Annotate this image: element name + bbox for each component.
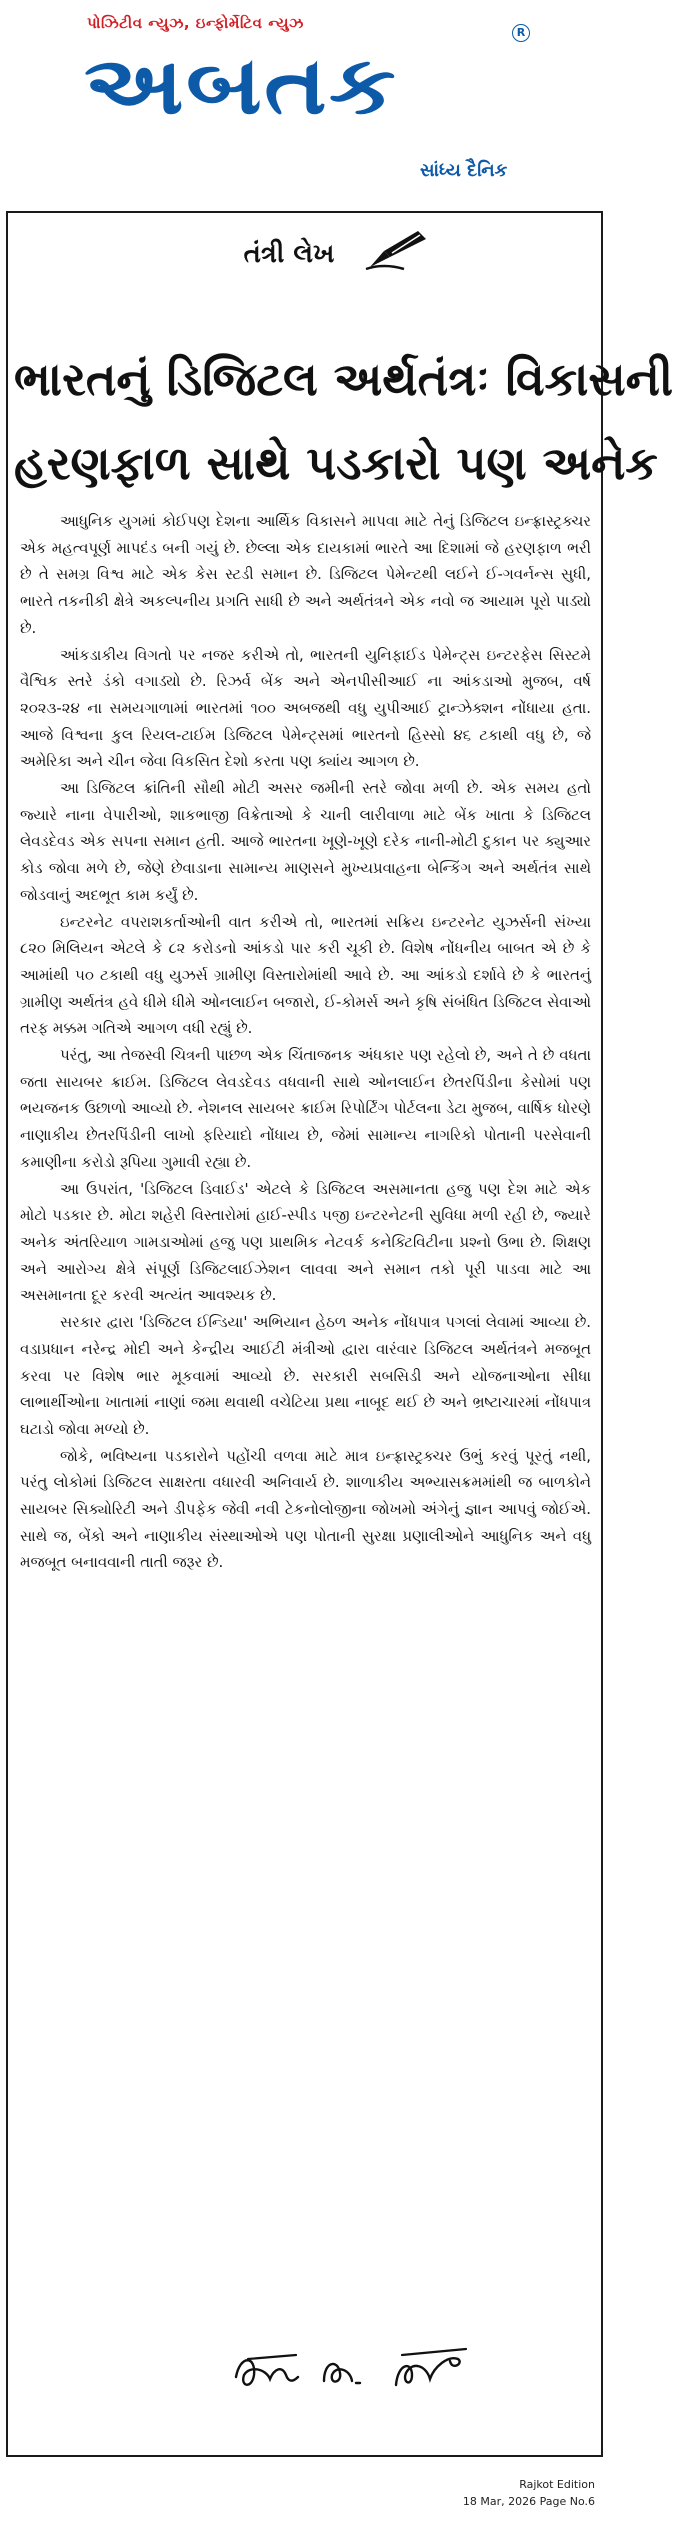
headline-line-1: ભારતનું ડિજિટલ અર્થતંત્રઃ વિકાસની [14, 351, 673, 406]
headline-line-2: હરણફાળ સાથે પડકારો પણ અનેક [14, 435, 658, 490]
paragraph: આ ઉપરાંત, 'ડિજિટલ ડિવાઈડ' એટલે કે ડિજિટલ અસમાનતા હજુ પણ દેશ માટે એક મોટો પડકાર છે. મોટા શહેરી વિસ્તારોમાં હાઈ-સ્પીડ ૫જી ઇન્ટરનેટની સુવિધા મળી રહી છે, જ્યારે અનેક અંતરિયાળ ગામડાઓમાં હજુ પણ પ્રાથમિક નેટવર્ક કનેક્ટિવિટીના પ્રશ્નો ઉભા છે. શિક્ષણ અને આરોગ્ય ક્ષેત્રે સંપૂર્ણ ડિજિટલાઈઝેશન લાવવા અને સમાન તકો પૂરી પાડવા માટે આ અસમાનતા દૂર કરવી અત્યંત આવશ્યક છે. [20, 1179, 591, 1305]
masthead-subtagline: સાંધ્ય દૈનિક [420, 160, 508, 181]
paragraph: આધુનિક યુગમાં કોઈપણ દેશના આર્થિક વિકાસને માપવા માટે તેનું ડિજિટલ ઇન્ફ્રાસ્ટ્રક્ચર એક મહત્વપૂર્ણ માપદંડ બની ગયું છે. છેલ્લા એક દાયકામાં ભારતે આ દિશામાં જે હરણફાળ ભરી છે તે સમગ્ર વિશ્વ માટે એક કેસ સ્ટડી સમાન છે. ડિજિટલ પેમેન્ટથી લઈને ઈ-ગવર્નન્સ સુધી, ભારતે તકનીકી ક્ષેત્રે અકલ્પનીય પ્રગતિ સાધી છે અને અર્થતંત્રને એક નવો જ આયામ પૂરો પાડ્યો છે. [20, 512, 591, 637]
paragraph: પરંતુ, આ તેજસ્વી ચિત્રની પાછળ એક ચિંતાજનક અંધકાર પણ રહેલો છે, અને તે છે વધતા જતા સાયબર ક્રાઈમ. ડિજિટલ લેવડદેવડ વધવાની સાથે ઓનલાઈન છેતરપિંડીના કેસોમાં પણ ભયજનક ઉછાળો આવ્યો છે. નેશનલ સાયબર ક્રાઈમ રિપોર્ટિંગ પોર્ટલના ડેટા મુજબ, વાર્ષિક ધોરણે નાણાકીય છેતરપિંડીની લાખો ફરિયાદો નોંધાય છે, જેમાં સામાન્ય નાગરિકો પોતાની પરસેવાની કમાણીના કરોડો રૂપિયા ગુમાવી રહ્યા છે. [20, 1046, 591, 1171]
editor-signature [226, 2325, 496, 2415]
article-body [20, 508, 591, 1576]
paragraph: જોકે, ભવિષ્યના પડકારોને પહોંચી વળવા માટે માત્ર ઇન્ફ્રાસ્ટ્રક્ચર ઉભું કરવું પૂરતું નથી, પરંતુ લોકોમાં ડિજિટલ સાક્ષરતા વધારવી અનિવાર્ય છે. શાળાકીય અભ્યાસક્રમમાંથી જ બાળકોને સાયબર સિક્યોરિટી અને ડીપફેક જેવી નવી ટેકનોલોજીના જોખમો અંગેનું જ્ઞાન આપવું જોઈએ. સાથે જ, બેંકો અને નાણાકીય સંસ્થાઓએ પણ પોતાની સુરક્ષા પ્રણાલીઓને આધુનિક અને વધુ મજબૂત બનાવવાની તાતી જરૂર છે. [20, 1446, 591, 1572]
paragraph: ઇન્ટરનેટ વપરાશકર્તાઓની વાત કરીએ તો, ભારતમાં સક્રિય ઇન્ટરનેટ યુઝર્સની સંખ્યા ૮૨૦ મિલિયન એટલે કે ૮૨ કરોડનો આંકડો પાર કરી ચૂકી છે. વિશેષ નોંધનીય બાબત એ છે કે આમાંથી ૫૦ ટકાથી વધુ યુઝર્સ ગ્રામીણ વિસ્તારોમાંથી આવે છે. આ આંકડો દર્શાવે છે કે ભારતનું ગ્રામીણ અર્થતંત્ર હવે ધીમે ધીમે ઓનલાઈન બજારો, ઈ-કોમર્સ અને કૃષિ સંબંધિત ડિજિટલ સેવાઓ તરફ મક્કમ ગતિએ આગળ વધી રહ્યું છે. [20, 912, 591, 1038]
paragraph: આ ડિજિટલ ક્રાંતિની સૌથી મોટી અસર જમીની સ્તરે જોવા મળી છે. એક સમય હતો જ્યારે નાના વેપારીઓ, શાકભાજી વિક્રેતાઓ કે ચાની લારીવાળા માટે બેંક ખાતા કે ડિજિટલ લેવડદેવડ એક સપના સમાન હતી. આજે ભારતના ખૂણે-ખૂણે દરેક નાની-મોટી દુકાન પર ક્યુઆર કોડ જોવા મળે છે, જેણે છેવાડાના સામાન્ય માણસને મુખ્યપ્રવાહના બેન્કિંગ અને અર્થતંત્ર સાથે જોડવાનું અદભૂત કામ કર્યું છે. [20, 779, 591, 904]
paragraph: આંકડાકીય વિગતો પર નજર કરીએ તો, ભારતની યુનિફાઈડ પેમેન્ટ્સ ઇન્ટરફેસ સિસ્ટમે વૈશ્વિક સ્તરે ડંકો વગાડ્યો છે. રિઝર્વ બેંક અને એનપીસીઆઈ ના આંકડાઓ મુજબ, વર્ષ ૨૦૨૩-૨૪ ના સમયગાળામાં ભારતમાં ૧૦૦ અબજથી વધુ યુપીઆઈ ટ્રાન્ઝેક્શન નોંધાયા હતા. આજે વિશ્વના કુલ રિયલ-ટાઈમ ડિજિટલ પેમેન્ટ્સમાં ભારતનો હિસ્સો ૪૬ ટકાથી વધુ છે, જે અમેરિકા અને ચીન જેવા વિકસિત દેશો કરતા પણ ક્યાંય આગળ છે. [20, 645, 591, 771]
registered-mark-icon: R [512, 24, 530, 42]
masthead [0, 0, 611, 200]
pen-icon [364, 227, 432, 271]
section-label: તંત્રી લેખ [243, 239, 335, 269]
edition-info [463, 2476, 595, 2510]
edition-date-page: 18 Mar, 2026 Page No.6 [462, 2495, 595, 2508]
paragraph: સરકાર દ્વારા 'ડિજિટલ ઈન્ડિયા' અભિયાન હેઠળ અનેક નોંધપાત્ર પગલાં લેવામાં આવ્યા છે. વડાપ્રધાન નરેન્દ્ર મોદી અને કેન્દ્રીય આઈટી મંત્રીઓ દ્વારા વારંવાર ડિજિટલ અર્થતંત્રને મજબૂત કરવા પર વિશેષ ભાર મૂકવામાં આવ્યો છે. સરકારી સબસિડી અને યોજનાઓના સીધા લાભાર્થીઓના ખાતામાં નાણાં જમા થવાથી વચેટિયા પ્રથા નાબૂદ થઈ છે અને ભ્રષ્ટાચારમાં નોંધપાત્ર ઘટાડો જોવા મળ્યો છે. [20, 1313, 591, 1438]
newspaper-logo: અબતક [84, 39, 399, 132]
edition-name: Rajkot Edition [519, 2478, 595, 2491]
masthead-tagline: પોઝિટીવ ન્યુઝ, ઇન્ફોર્મેટિવ ન્યુઝ [87, 14, 304, 32]
